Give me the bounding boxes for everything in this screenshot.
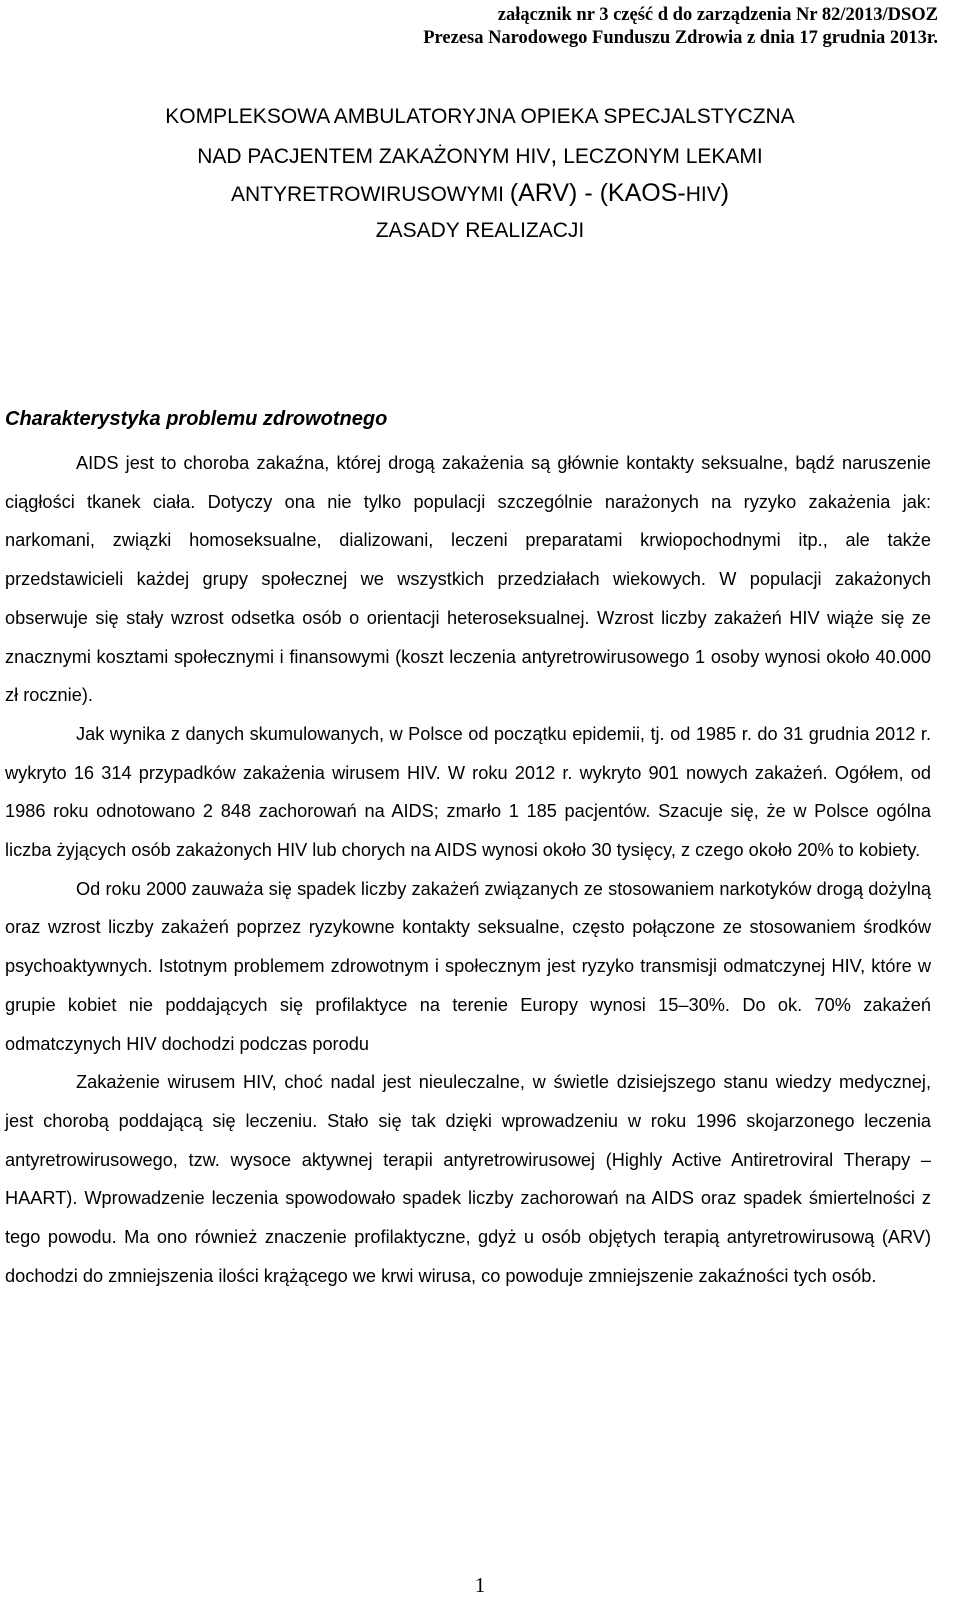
paragraph-4: Zakażenie wirusem HIV, choć nadal jest nieuleczalne, w świetle dzisiejszego stanu wiedzy medycznej, jest chorobą poddającą się leczeniu. Stało się tak dzięki wprowadzeniu w roku 1996 skojarzonego leczenia antyretrowirusowego, tzw. wysoce aktywnej terapii antyretrowirusowej (Highly Active Antiretroviral Therapy – HAART). Wprowadzenie leczenia spowodowało spadek liczby zachorowań na AIDS oraz spadek śmiertelności z tego powodu. Ma ono również znaczenie profilaktyczne, gdyż u osób objętych terapią antyretrowirusową (ARV) dochodzi do zmniejszenia ilości krążącego we krwi wirusa, co powoduje zmniejszenie zakaźności tych osób. <box>5 1072 931 1286</box>
title-line-2 <box>0 136 960 174</box>
header-note-line-2: Prezesa Narodowego Funduszu Zdrowia z dnia 17 grudnia 2013r. <box>423 28 938 48</box>
title-line-4: ZASADY REALIZACJI <box>375 219 585 242</box>
paragraph-3: Od roku 2000 zauważa się spadek liczby zakażeń związanych ze stosowaniem narkotyków drogą dożylną oraz wzrost liczby zakażeń poprzez ryzykowne kontakty seksualne, często połączone ze stosowaniem środków psychoaktywnych. Istotnym problemem zdrowotnym i społecznym jest ryzyko transmisji odmatczynej HIV, które w grupie kobiet nie poddających się profilaktyce na terenie Europy wynosi 15–30%. Do ok. 70% zakażeń odmatczynych HIV dochodzi podczas porodu <box>5 878 931 1054</box>
title-line-2-part-c: LECZONYM LEKAMI <box>557 145 763 168</box>
section-heading: Charakterystyka problemu zdrowotnego <box>5 408 388 430</box>
document-title <box>0 98 960 250</box>
paragraph-1: AIDS jest to choroba zakaźna, której drogą zakażenia są głównie kontakty seksualne, bądź naruszenie ciągłości tkanek ciała. Dotyczy ona nie tylko populacji szczególnie narażonych na ryzyko zakażenia jak: narkomani, związki homoseksualne, dializowani, leczeni preparatami krwiopochodnymi itp., ale także przedstawicieli każdej grupy społecznej we wszystkich przedziałach wiekowych. W populacji zakażonych obserwuje się stały wzrost odsetka osób o orientacji heteroseksualnej. Wzrost liczby zakażeń HIV wiąże się ze znacznymi kosztami społecznymi i finansowymi (koszt leczenia antyretrowirusowego 1 osoby wynosi około 40.000 zł rocznie). <box>5 453 931 706</box>
title-line-3-part-b: (ARV) - (KAOS- <box>509 179 686 207</box>
attachment-header-note <box>378 4 938 50</box>
title-line-3-part-d: ) <box>720 179 730 207</box>
header-note-line-1: załącznik nr 3 część d do zarządzenia Nr 82/2013/DSOZ <box>497 5 938 25</box>
title-line-2-comma: , <box>550 141 558 169</box>
title-line-3-part-c: HIV <box>685 183 721 206</box>
title-line-1: KOMPLEKSOWA AMBULATORYJNA OPIEKA SPECJALSTYCZNA <box>165 105 795 128</box>
paragraph-2: Jak wynika z danych skumulowanych, w Polsce od początku epidemii, tj. od 1985 r. do 31 grudnia 2012 r. wykryto 16 314 przypadków zakażenia wirusem HIV. W roku 2012 r. wykryto 901 nowych zakażeń. Ogółem, od 1986 roku odnotowano 2 848 zachorowań na AIDS; zmarło 1 185 pacjentów. Szacuje się, że w Polsce ogólna liczba żyjących osób zakażonych HIV lub chorych na AIDS wynosi około 30 tysięcy, z czego około 20% to kobiety. <box>5 723 931 861</box>
section-body <box>5 444 931 1295</box>
title-line-3-part-a: ANTYRETROWIRUSOWYMI <box>230 183 510 206</box>
title-line-3 <box>0 174 960 212</box>
page-number: 1 <box>474 1573 486 1597</box>
title-line-2-part-a: NAD PACJENTEM ZAKAŻONYM HIV <box>197 145 551 168</box>
